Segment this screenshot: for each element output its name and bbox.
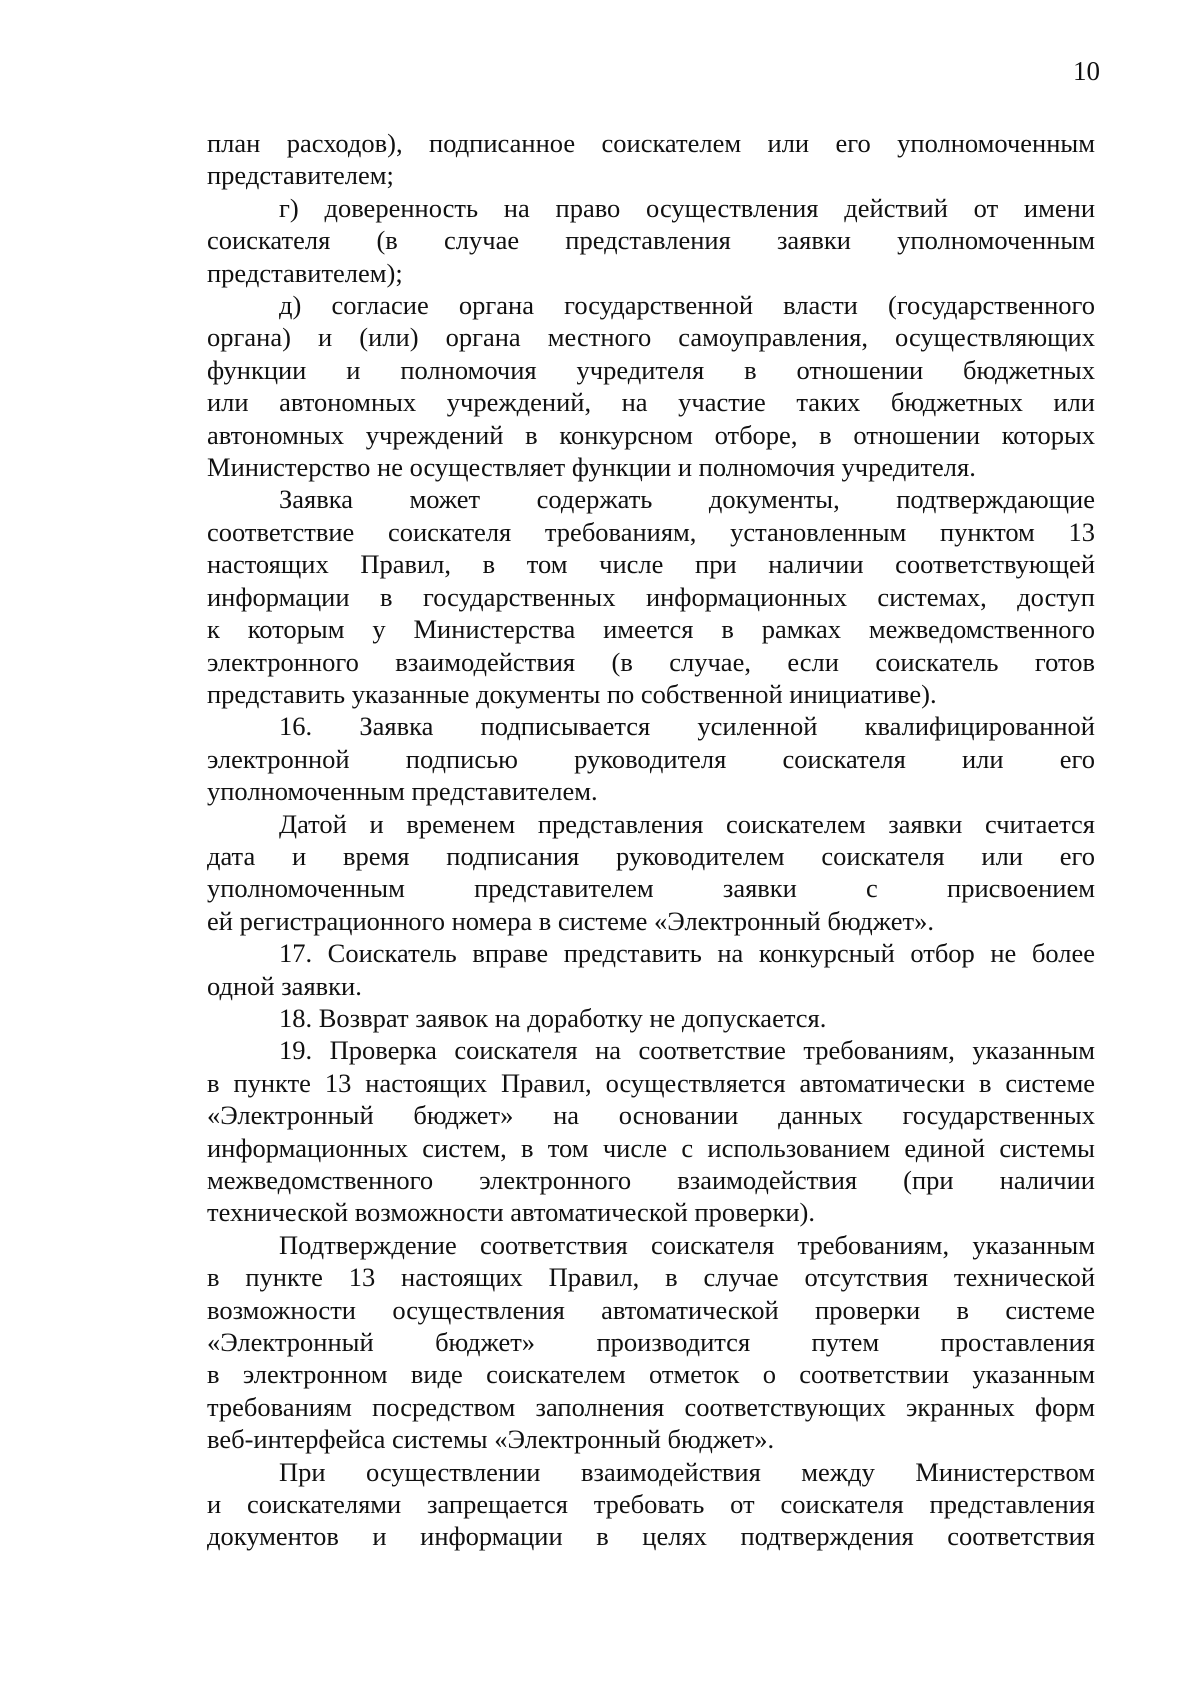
text-line: в электронном виде соискателем отметок о соответствии указанным	[207, 1359, 1095, 1390]
text-line: представить указанные документы по собственной инициативе).	[207, 678, 937, 709]
paragraph	[207, 1002, 1095, 1034]
text-line: 19. Проверка соискателя на соответствие требованиям, указанным	[279, 1035, 1095, 1066]
text-line: и соискателями запрещается требовать от соискателя представления	[207, 1489, 1095, 1520]
text-line: одной заявки.	[207, 970, 362, 1001]
text-line: или автономных учреждений, на участие таких бюджетных или	[207, 387, 1095, 418]
text-line: функции и полномочия учредителя в отношении бюджетных	[207, 354, 1095, 385]
text-line: электронного взаимодействия (в случае, если соискатель готов	[207, 646, 1095, 677]
text-line: автономных учреждений в конкурсном отборе, в отношении которых	[207, 419, 1095, 450]
text-line: При осуществлении взаимодействия между Министерством	[279, 1456, 1095, 1487]
text-line: «Электронный бюджет» на основании данных государственных	[207, 1100, 1095, 1131]
text-line: информации в государственных информационных системах, доступ	[207, 581, 1095, 612]
paragraph	[207, 127, 1095, 192]
paragraph	[207, 808, 1095, 938]
text-line: дата и время подписания руководителем соискателя или его	[207, 840, 1095, 871]
text-line: соискателя (в случае представления заявки уполномоченным	[207, 225, 1095, 256]
text-line: веб-интерфейса системы «Электронный бюджет».	[207, 1424, 775, 1455]
text-line: «Электронный бюджет» производится путем проставления	[207, 1327, 1095, 1358]
text-line: план расходов), подписанное соискателем или его уполномоченным	[207, 128, 1095, 158]
text-line: г) доверенность на право осуществления действий от имени	[279, 192, 1095, 223]
paragraph	[207, 937, 1095, 1002]
text-line: Министерство не осуществляет функции и полномочия учредителя.	[207, 452, 976, 483]
paragraph	[207, 1034, 1095, 1228]
text-line: уполномоченным представителем.	[207, 776, 598, 807]
text-line: межведомственного электронного взаимодействия (при наличии	[207, 1165, 1095, 1195]
paragraph	[207, 1229, 1095, 1456]
page-number: 10	[1073, 56, 1100, 86]
text-line: информационных систем, в том числе с использованием единой системы	[207, 1132, 1095, 1163]
text-line: соответствие соискателя требованиям, установленным пунктом 13	[207, 516, 1095, 547]
text-line: Датой и временем представления соискателем заявки считается	[279, 808, 1095, 839]
text-line: органа) и (или) органа местного самоуправления, осуществляющих	[207, 322, 1095, 353]
paragraph	[207, 710, 1095, 807]
text-line: к которым у Министерства имеется в рамках межведомственного	[207, 614, 1095, 645]
paragraph	[207, 289, 1095, 483]
paragraph	[207, 192, 1095, 289]
text-line: 16. Заявка подписывается усиленной квалифицированной	[279, 711, 1095, 742]
text-line: возможности осуществления автоматической проверки в системе	[207, 1294, 1095, 1325]
text-line: Заявка может содержать документы, подтверждающие	[279, 484, 1095, 515]
text-line: Подтверждение соответствия соискателя требованиям, указанным	[279, 1229, 1095, 1260]
text-line: представителем;	[207, 160, 394, 191]
paragraph	[207, 483, 1095, 710]
text-line: 18. Возврат заявок на доработку не допускается.	[279, 1002, 827, 1033]
text-line: уполномоченным представителем заявки с присвоением	[207, 873, 1095, 904]
text-line: электронной подписью руководителя соискателя или его	[207, 743, 1095, 774]
text-line: д) согласие органа государственной власти (государственного	[279, 290, 1095, 321]
text-line: в пункте 13 настоящих Правил, осуществляется автоматически в системе	[207, 1067, 1095, 1098]
text-line: документов и информации в целях подтверждения соответствия	[207, 1521, 1095, 1552]
paragraph	[207, 1456, 1095, 1553]
text-line: настоящих Правил, в том числе при наличии соответствующей	[207, 549, 1095, 580]
text-line: 17. Соискатель вправе представить на конкурсный отбор не более	[279, 938, 1095, 969]
text-line: в пункте 13 настоящих Правил, в случае отсутствия технической	[207, 1262, 1095, 1293]
text-line: требованиям посредством заполнения соответствующих экранных форм	[207, 1391, 1095, 1422]
document-body	[207, 127, 1095, 1553]
text-line: ей регистрационного номера в системе «Электронный бюджет».	[207, 905, 934, 936]
text-line: представителем);	[207, 257, 403, 288]
text-line: технической возможности автоматической проверки).	[207, 1197, 815, 1228]
